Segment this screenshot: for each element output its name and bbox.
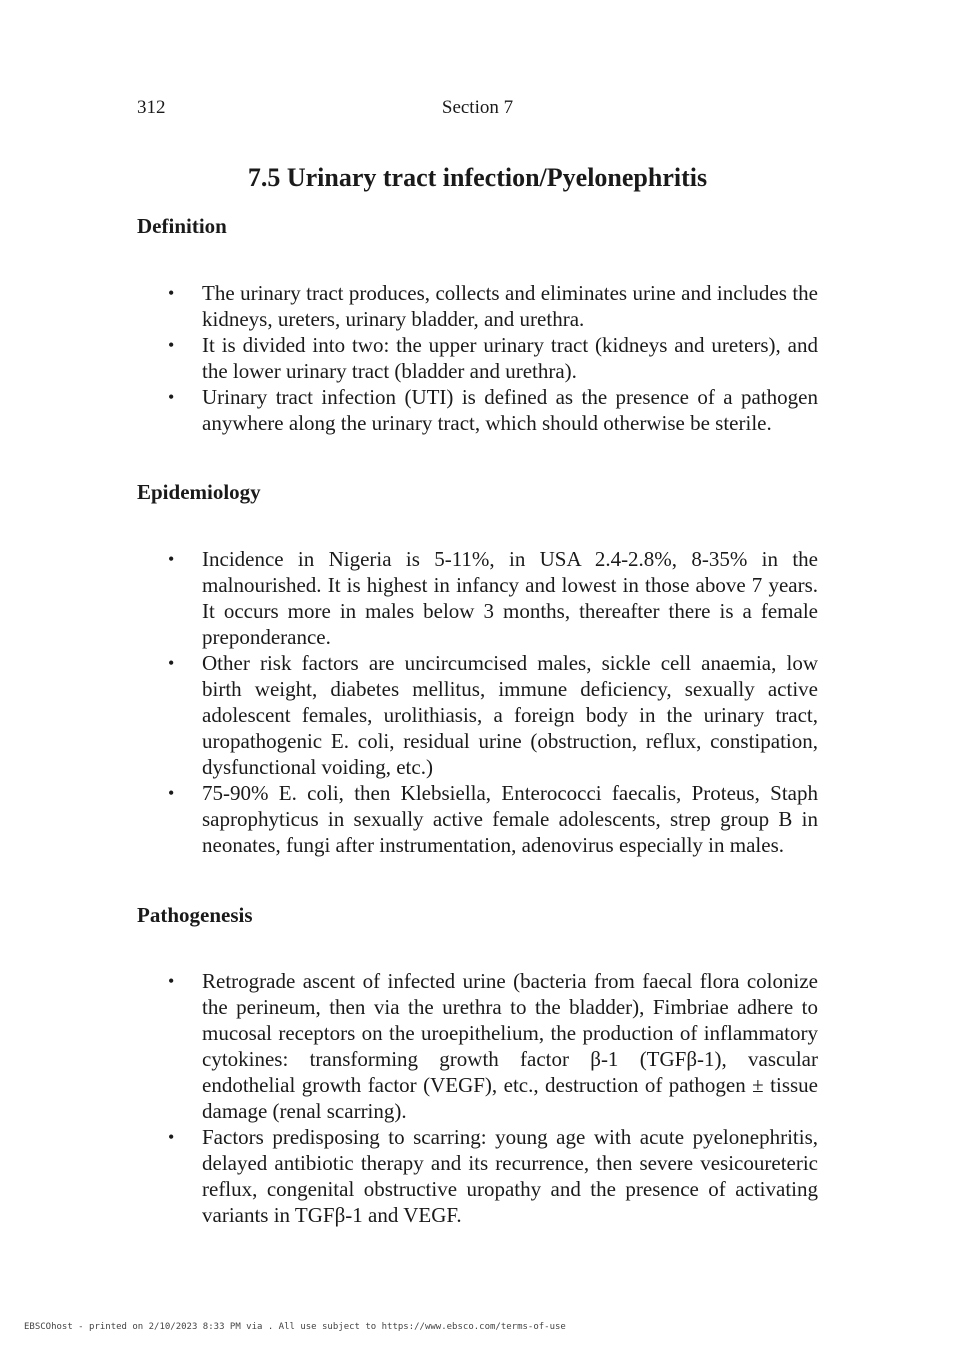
section-epidemiology: [137, 479, 818, 858]
list-item-text: Factors predisposing to scarring: young age with acute pyelonephritis, delayed antibiotic therapy and its recurrence, then severe vesicoureteric reflux, congenital obstructive uropathy and the presence of activating variants in TGFβ-1 and VEGF.: [202, 1125, 818, 1227]
list-item-text: The urinary tract produces, collects and eliminates urine and includes the kidneys, ureters, urinary bladder, and urethra.: [202, 281, 818, 331]
section-pathogenesis: [137, 902, 818, 1228]
list-item: [137, 384, 818, 436]
list-item: [137, 968, 818, 1124]
print-footer: EBSCOhost - printed on 2/10/2023 8:33 PM via . All use subject to https://www.ebsco.com/terms-of-use: [24, 1322, 566, 1332]
bullet-icon: •: [168, 387, 175, 407]
section-heading: Pathogenesis: [137, 903, 253, 927]
list-item: [137, 332, 818, 384]
list-item-text: Other risk factors are uncircumcised males, sickle cell anaemia, low birth weight, diabetes mellitus, immune deficiency, sexually active adolescent females, urolithiasis, a foreign body in the urinary tract, uropathogenic E. coli, residual urine (obstruction, reflux, constipation, dysfunctional voiding, etc.): [202, 651, 818, 779]
section-heading: Definition: [137, 214, 227, 238]
bullet-list: [137, 280, 818, 436]
list-item: [137, 546, 818, 650]
chapter-title: 7.5 Urinary tract infection/Pyelonephritis: [247, 163, 708, 192]
list-item-text: Incidence in Nigeria is 5-11%, in USA 2.4-2.8%, 8-35% in the malnourished. It is highest in infancy and lowest in those above 7 years. It occurs more in males below 3 months, thereafter there is a female preponderance.: [202, 547, 818, 649]
list-item-text: It is divided into two: the upper urinary tract (kidneys and ureters), and the lower urinary tract (bladder and urethra).: [202, 333, 818, 383]
section-heading: Epidemiology: [137, 480, 261, 504]
bullet-icon: •: [168, 971, 175, 991]
bullet-icon: •: [168, 549, 175, 569]
list-item-text: 75-90% E. coli, then Klebsiella, Enterococci faecalis, Proteus, Staph saprophyticus in sexually active female adolescents, strep group B in neonates, fungi after instrumentation, adenovirus especially in males.: [202, 781, 818, 857]
bullet-list: [137, 546, 818, 858]
list-item: [137, 780, 818, 858]
bullet-icon: •: [168, 1127, 175, 1147]
section-definition: [137, 213, 818, 436]
list-item-text: Retrograde ascent of infected urine (bacteria from faecal flora colonize the perineum, then via the urethra to the bladder), Fimbriae adhere to mucosal receptors on the uroepithelium, the production of inflammatory cytokines: transforming growth factor β-1 (TGFβ-1), vascular endothelial growth factor (VEGF), etc., destruction of pathogen ± tissue damage (renal scarring).: [202, 969, 818, 1123]
running-head: [137, 97, 818, 121]
list-item-text: Urinary tract infection (UTI) is defined as the presence of a pathogen anywhere along the urinary tract, which should otherwise be sterile.: [202, 385, 818, 435]
bullet-icon: •: [168, 653, 175, 673]
bullet-list: [137, 968, 818, 1228]
list-item: [137, 1124, 818, 1228]
list-item: [137, 650, 818, 780]
bullet-icon: •: [168, 783, 175, 803]
bullet-icon: •: [168, 283, 175, 303]
running-section-title: Section 7: [441, 97, 514, 118]
page-number: 312: [137, 97, 166, 118]
list-item: [137, 280, 818, 332]
bullet-icon: •: [168, 335, 175, 355]
